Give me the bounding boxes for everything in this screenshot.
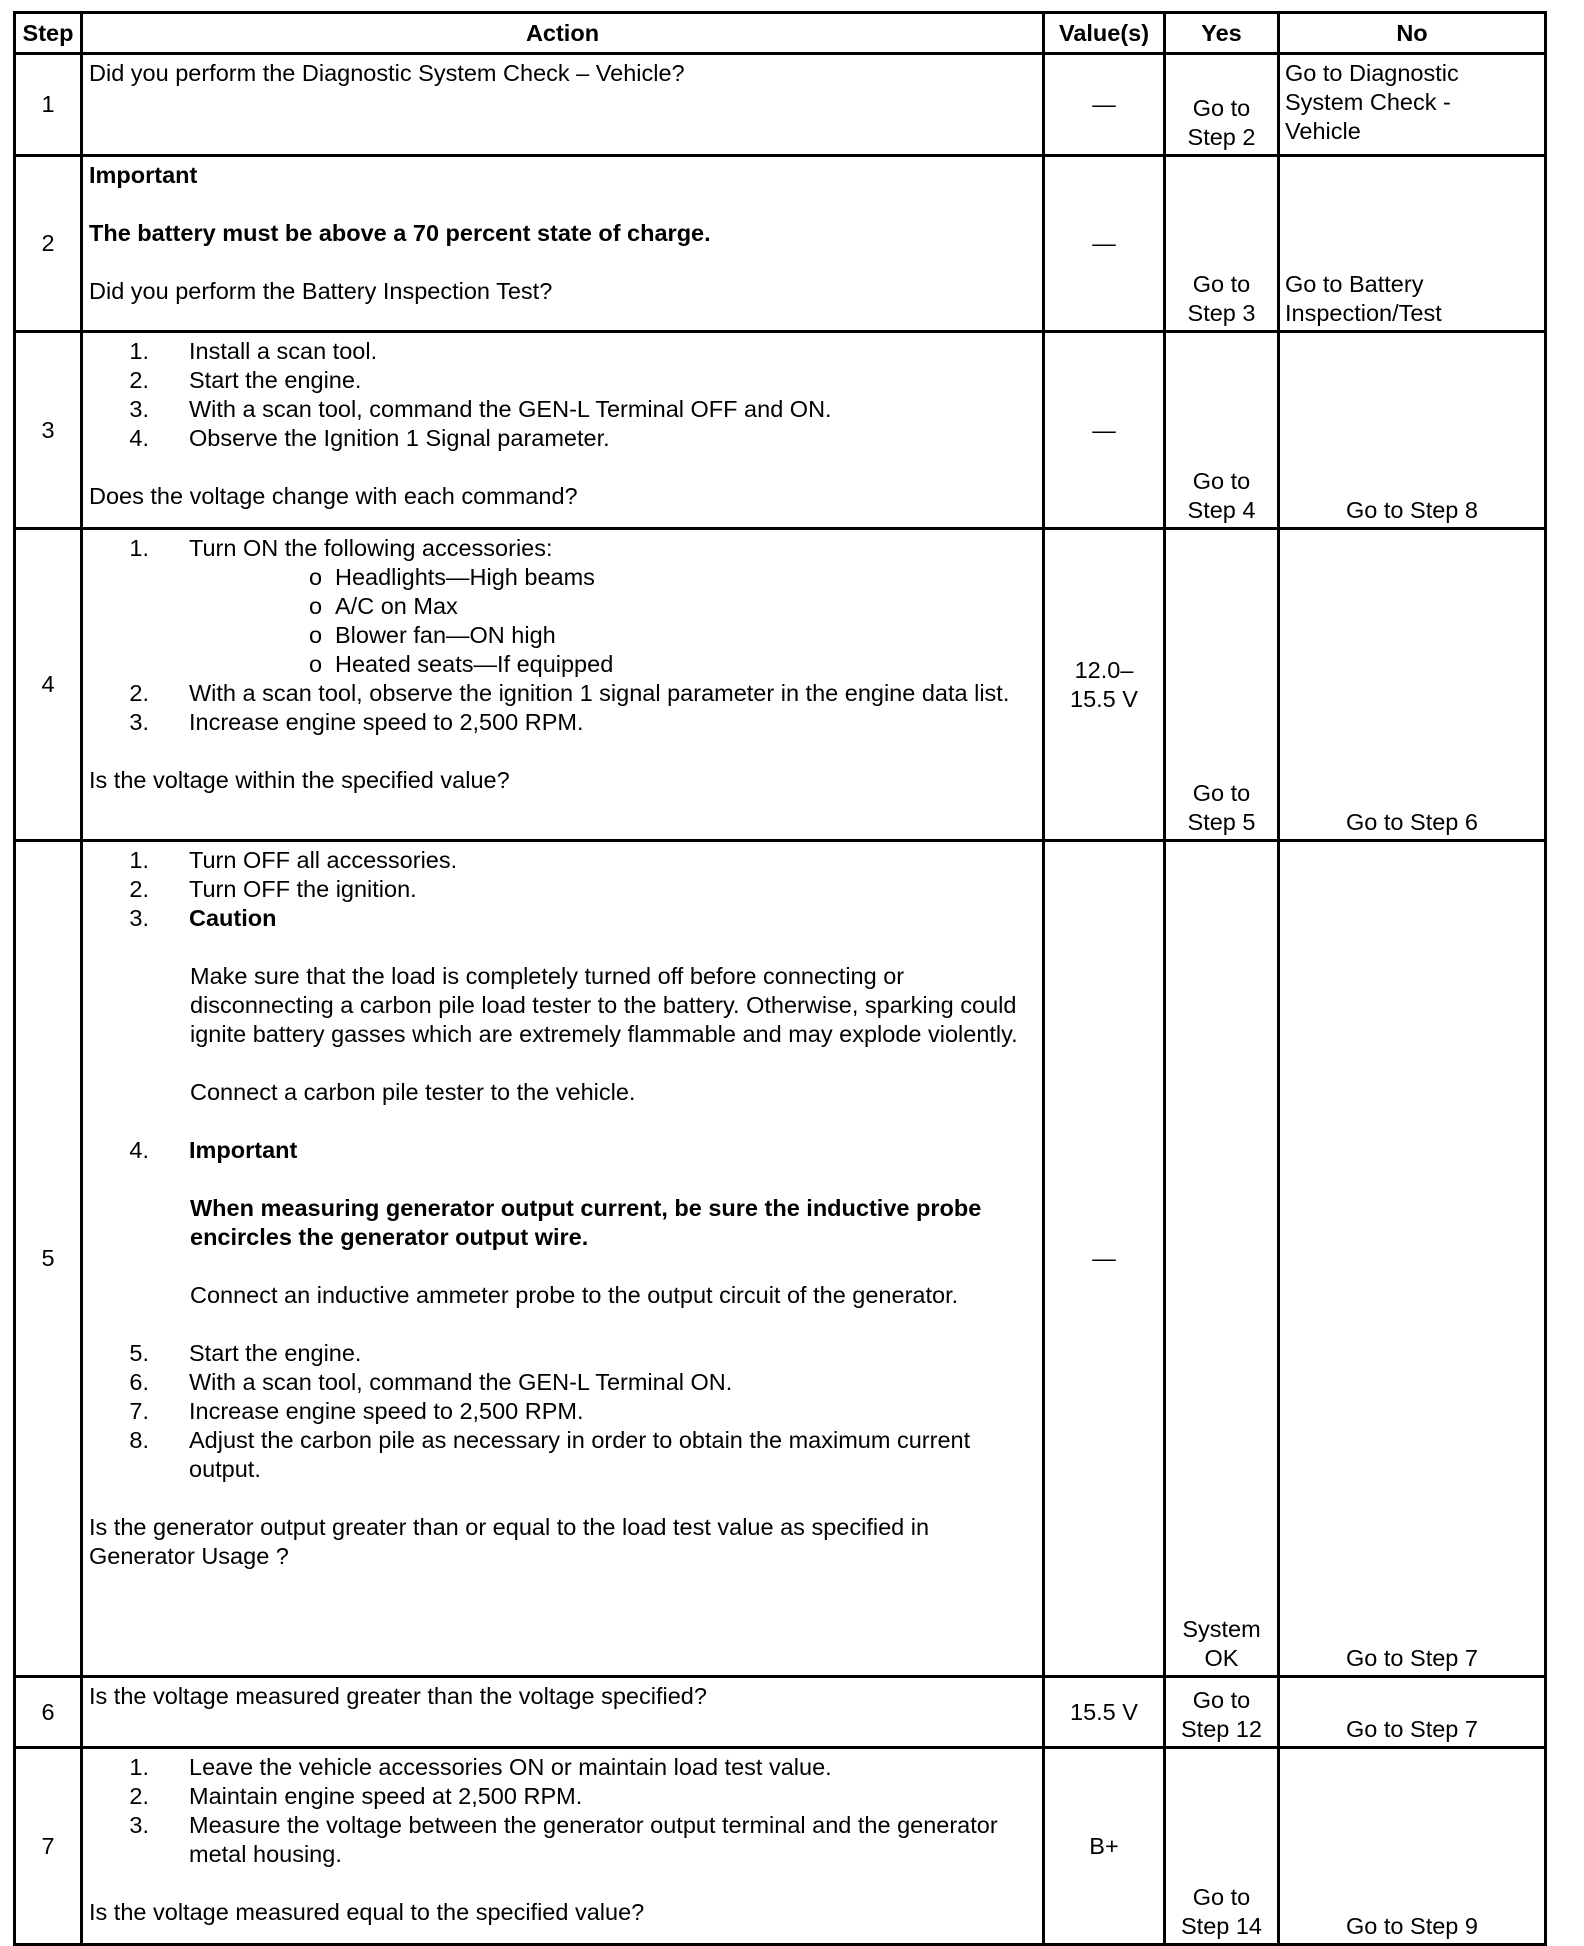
action-cell: [82, 156, 1044, 332]
yes-cell: [1165, 332, 1279, 529]
list-item: 1. Turn OFF all accessories.: [129, 847, 458, 873]
no-line: System Check -: [1285, 89, 1451, 115]
list-item: 3. Measure the voltage between the generator output terminal and the generator metal housing.: [129, 1812, 998, 1867]
list-item: 3. Increase engine speed to 2,500 RPM.: [129, 709, 584, 735]
value-line: 15.5 V: [1070, 685, 1138, 712]
table-row-step-2: [15, 156, 1546, 332]
instruction-text: Connect a carbon pile tester to the vehicle.: [190, 1079, 636, 1105]
list-item: 1. Install a scan tool.: [129, 338, 378, 364]
question-text: Is the voltage within the specified value?: [89, 767, 510, 793]
sub-list-item: o A/C on Max: [309, 593, 458, 619]
list-item: 3. With a scan tool, command the GEN-L Terminal OFF and ON.: [129, 396, 832, 422]
yes-line: OK: [1204, 1645, 1239, 1671]
step-number: 4: [15, 529, 82, 841]
no-line: Go to Diagnostic: [1285, 60, 1459, 86]
no-cell: Go to Step 9: [1279, 1748, 1546, 1945]
caution-text: Make sure that the load is completely turned off before connecting or disconnecting a carbon pile load tester to the battery. Otherwise, sparking could ignite battery gasses which are extremely flammable and may explode violently.: [190, 963, 1018, 1047]
header-step: Step: [15, 13, 82, 54]
step-number: 2: [15, 156, 82, 332]
yes-line: Step 12: [1180, 1716, 1262, 1742]
step-number: 3: [15, 332, 82, 529]
yes-cell: [1165, 841, 1279, 1677]
yes-line: Step 3: [1187, 300, 1256, 326]
yes-line: Step 5: [1187, 809, 1256, 835]
no-cell: [1279, 156, 1546, 332]
list-item: 2. Start the engine.: [129, 367, 362, 393]
table-row-step-7: [15, 1748, 1546, 1945]
yes-line: Go to: [1192, 1687, 1251, 1713]
value-cell: —: [1044, 156, 1165, 332]
yes-line: Go to: [1192, 1884, 1251, 1910]
important-heading: Important: [89, 162, 198, 188]
yes-line: Go to: [1192, 271, 1251, 297]
list-item: 2. Turn OFF the ignition.: [129, 876, 417, 902]
yes-line: Step 14: [1180, 1913, 1262, 1939]
table-row-step-4: [15, 529, 1546, 841]
no-cell: [1279, 54, 1546, 156]
yes-cell: [1165, 54, 1279, 156]
yes-line: Go to: [1192, 780, 1251, 806]
yes-line: Step 2: [1187, 124, 1256, 150]
list-item: 2. With a scan tool, observe the ignition 1 signal parameter in the engine data list.: [129, 680, 1010, 706]
diagnostic-table-sheet: [13, 11, 1544, 1939]
value-cell: —: [1044, 841, 1165, 1677]
step-number: 7: [15, 1748, 82, 1945]
sub-list-item: o Headlights—High beams: [309, 564, 595, 590]
action-cell: [82, 529, 1044, 841]
question-text: Did you perform the Battery Inspection Test?: [89, 278, 553, 304]
action-cell: [82, 1677, 1044, 1748]
yes-cell: [1165, 1748, 1279, 1945]
no-line: Inspection/Test: [1285, 300, 1442, 326]
no-cell: Go to Step 7: [1279, 1677, 1546, 1748]
header-yes: Yes: [1165, 13, 1279, 54]
table-row-step-1: [15, 54, 1546, 156]
header-row: [15, 13, 1546, 54]
list-item: 4. Important: [129, 1137, 298, 1163]
no-cell: Go to Step 8: [1279, 332, 1546, 529]
no-line: Vehicle: [1285, 118, 1361, 144]
header-values: Value(s): [1044, 13, 1165, 54]
value-cell: —: [1044, 332, 1165, 529]
list-item: 1. Leave the vehicle accessories ON or maintain load test value.: [129, 1754, 832, 1780]
yes-line: Go to: [1192, 468, 1251, 494]
no-cell: Go to Step 6: [1279, 529, 1546, 841]
no-cell: Go to Step 7: [1279, 841, 1546, 1677]
step-number: 5: [15, 841, 82, 1677]
action-cell: [82, 1748, 1044, 1945]
question-text: Did you perform the Diagnostic System Check – Vehicle?: [89, 60, 685, 86]
value-cell: 15.5 V: [1044, 1677, 1165, 1748]
sub-list-item: o Heated seats—If equipped: [309, 651, 614, 677]
instruction-text: Connect an inductive ammeter probe to the output circuit of the generator.: [190, 1282, 959, 1308]
list-item: 7. Increase engine speed to 2,500 RPM.: [129, 1398, 584, 1424]
list-item: 2. Maintain engine speed at 2,500 RPM.: [129, 1783, 583, 1809]
header-no: No: [1279, 13, 1546, 54]
list-item: 8. Adjust the carbon pile as necessary in order to obtain the maximum current output.: [129, 1427, 971, 1482]
yes-line: Step 4: [1187, 497, 1256, 523]
table-row-step-5: [15, 841, 1546, 1677]
question-text: Is the generator output greater than or equal to the load test value as specified in Generator Usage ?: [89, 1514, 930, 1569]
step-number: 6: [15, 1677, 82, 1748]
yes-line: System: [1182, 1616, 1261, 1642]
value-cell: [1044, 529, 1165, 841]
value-cell: —: [1044, 54, 1165, 156]
list-item: 6. With a scan tool, command the GEN-L Terminal ON.: [129, 1369, 733, 1395]
yes-cell: [1165, 156, 1279, 332]
step-number: 1: [15, 54, 82, 156]
action-cell: [82, 332, 1044, 529]
no-line: Go to Battery: [1285, 271, 1424, 297]
yes-cell: [1165, 529, 1279, 841]
action-cell: [82, 841, 1044, 1677]
diagnostic-table: [13, 11, 1547, 1946]
list-item: 5. Start the engine.: [129, 1340, 362, 1366]
important-note: The battery must be above a 70 percent state of charge.: [89, 220, 711, 246]
value-line: 12.0–: [1074, 656, 1134, 683]
question-text: Is the voltage measured greater than the voltage specified?: [89, 1683, 707, 1709]
question-text: Does the voltage change with each command?: [89, 483, 578, 509]
value-cell: B+: [1044, 1748, 1165, 1945]
sub-list-item: o Blower fan—ON high: [309, 622, 556, 648]
list-item: 4. Observe the Ignition 1 Signal parameter.: [129, 425, 610, 451]
important-note: When measuring generator output current, be sure the inductive probe encircles the generator output wire.: [190, 1195, 982, 1250]
header-action: Action: [82, 13, 1044, 54]
list-item: 1. Turn ON the following accessories:: [129, 535, 553, 561]
yes-line: Go to: [1192, 95, 1251, 121]
action-cell: [82, 54, 1044, 156]
question-text: Is the voltage measured equal to the specified value?: [89, 1899, 645, 1925]
table-row-step-3: [15, 332, 1546, 529]
yes-cell: [1165, 1677, 1279, 1748]
table-row-step-6: [15, 1677, 1546, 1748]
list-item: 3. Caution: [129, 905, 277, 931]
